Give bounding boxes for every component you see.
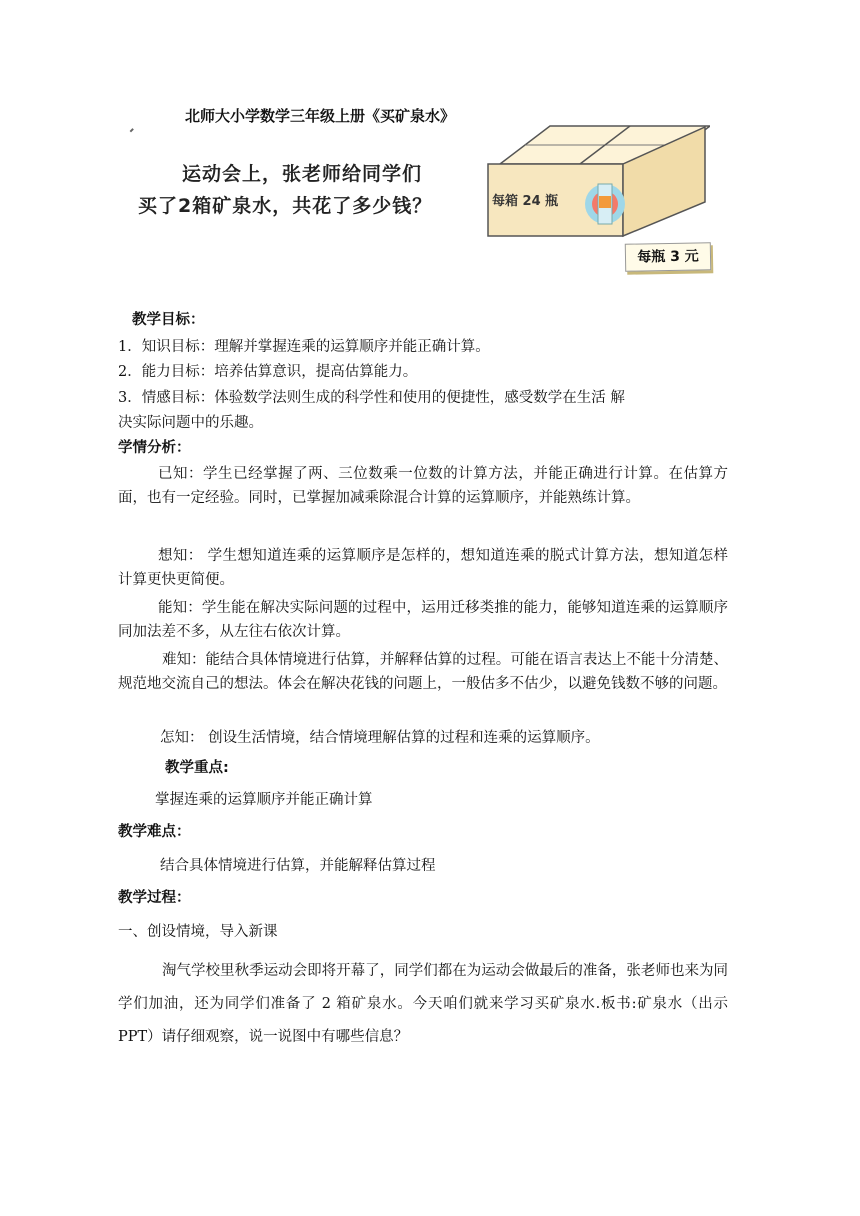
process-heading: 教学过程： [118, 890, 191, 906]
analysis-hard: 难知：能结合具体情境进行估算，并解释估算的过程。可能在语言表达上不能十分清楚、规范地交流自己的想法。体会在解决花钱的问题上，一般估多不估少，以避免钱数不够的问题。 [118, 652, 728, 692]
goals-heading: 教学目标： [132, 312, 205, 328]
process-paragraph: 淘气学校里秋季运动会即将开幕了，同学们都在为运动会做最后的准备，张老师也来为同学们加油，还为同学们准备了 2 箱矿泉水。今天咱们就来学习买矿泉水.板书:矿泉水（出示 PPT）请仔细观察，说一说图中有哪些信息？ [118, 963, 728, 1045]
analysis-heading: 学情分析： [118, 440, 191, 456]
goal-item-2: 2．能力目标：培养估算意识，提高估算能力。 [118, 364, 418, 380]
analysis-can: 能知：学生能在解决实际问题的过程中，运用迁移类推的能力，能够知道连乘的运算顺序同加法差不多，从左往右依次计算。 [118, 600, 728, 640]
caption-line-1: 运动会上，张老师给同学们 [182, 163, 423, 185]
caption-line-2: 买了2箱矿泉水，共花了多少钱？ [138, 195, 433, 217]
box-label: 每箱 24 瓶 [492, 194, 559, 209]
document-title: 北师大小学数学三年级上册《买矿泉水》 [185, 107, 456, 125]
price-tag: 每瓶 3 元 [625, 242, 711, 271]
key-point-text: 掌握连乘的运算顺序并能正确计算 [155, 792, 373, 808]
difficulty-heading: 教学难点： [118, 824, 191, 840]
goal-item-1: 1．知识目标：理解并掌握连乘的运算顺序并能正确计算。 [118, 339, 490, 355]
analysis-how: 怎知： 创设生活情境，结合情境理解估算的过程和连乘的运算顺序。 [160, 730, 600, 746]
tick-mark [130, 128, 138, 136]
goal-item-3: 3．情感目标：体验数学法则生成的科学性和使用的便捷性，感受数学在生活 解 [118, 390, 625, 406]
analysis-known: 已知：学生已经掌握了两、三位数乘一位数的计算方法，并能正确进行计算。在估算方面，也有一定经验。同时，已掌握加减乘除混合计算的运算顺序，并能熟练计算。 [118, 466, 728, 506]
analysis-want: 想知： 学生想知道连乘的运算顺序是怎样的，想知道连乘的脱式计算方法，想知道怎样计算更快更简便。 [118, 548, 728, 588]
key-point-heading: 教学重点: [165, 760, 229, 776]
illustration-caption [138, 158, 432, 222]
process-section-1: 一、创设情境，导入新课 [118, 924, 278, 940]
difficulty-text: 结合具体情境进行估算，并能解释估算过程 [160, 858, 436, 874]
goal-item-3-cont: 决实际问题中的乐趣。 [118, 415, 263, 431]
